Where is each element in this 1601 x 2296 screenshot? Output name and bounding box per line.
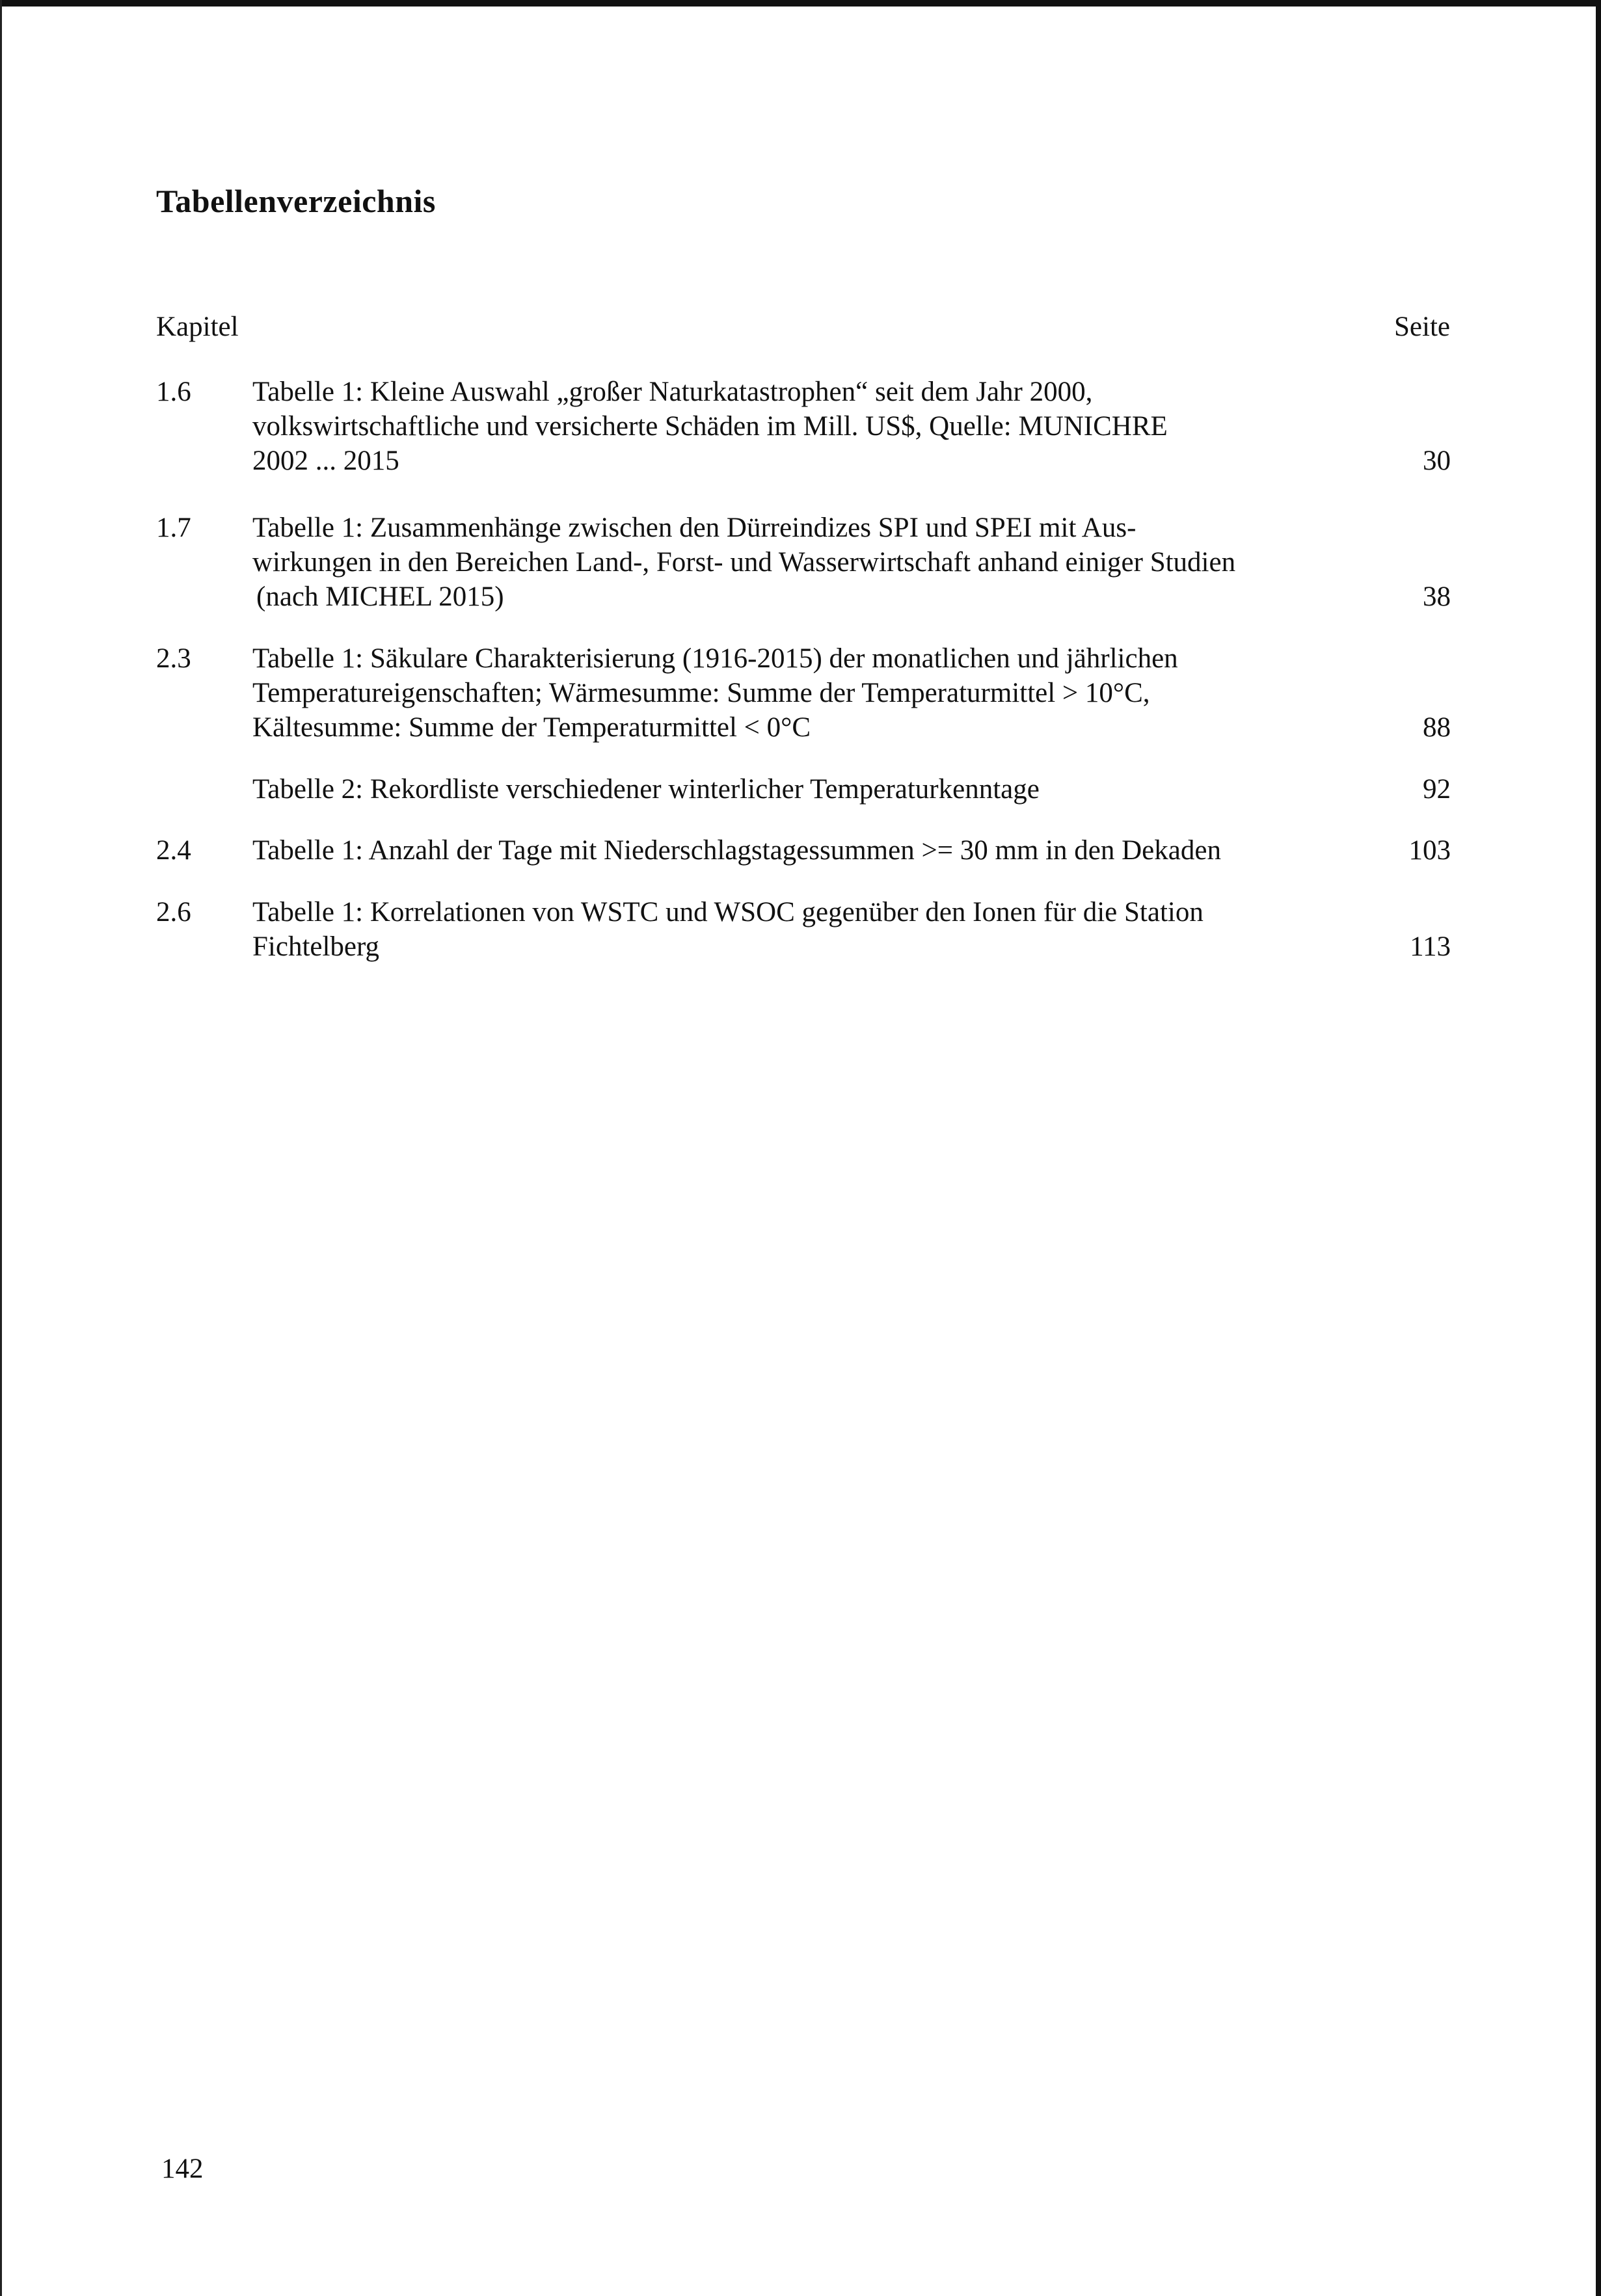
toc-text-line: Tabelle 1: Anzahl der Tage mit Niederschlagstagessummen >= 30 mm in den Dekaden [252, 835, 1221, 866]
toc-page-number: 88 [1423, 712, 1451, 743]
page-title: Tabellenverzeichnis [156, 183, 436, 219]
scan-edge-top [0, 0, 1601, 7]
toc-entry [156, 641, 1451, 745]
toc-text-line: Tabelle 1: Korrelationen von WSTC und WSOC gegenüber den Ionen für die Station [252, 897, 1204, 928]
page-number: 142 [161, 2154, 204, 2184]
toc-chapter-number: 2.4 [156, 835, 191, 866]
toc-text-line: wirkungen in den Bereichen Land-, Forst- und Wasserwirtschaft anhand einiger Studien [252, 547, 1236, 578]
toc-entry-text [252, 772, 1358, 807]
toc-entry-text [252, 641, 1358, 745]
toc-entry-text [252, 833, 1358, 868]
toc-entry [156, 772, 1451, 807]
toc-page-number: 103 [1408, 835, 1451, 866]
toc-page-number: 113 [1410, 931, 1451, 962]
toc-page-number: 30 [1423, 446, 1451, 476]
toc-chapter-number: 1.6 [156, 377, 191, 407]
scan-edge-right [1596, 0, 1601, 2296]
toc-text-line: 2002 ... 2015 [252, 446, 399, 476]
toc-page-number: 38 [1423, 581, 1451, 612]
toc-text-line: Tabelle 1: Kleine Auswahl „großer Naturkatastrophen“ seit dem Jahr 2000, [252, 377, 1093, 407]
toc-text-line: volkswirtschaftliche und versicherte Schäden im Mill. US$, Quelle: MUNICHRE [252, 411, 1168, 442]
toc-text-line: Fichtelberg [252, 931, 380, 962]
toc-entry-text [252, 511, 1358, 614]
toc-text-line: Tabelle 1: Zusammenhänge zwischen den Dürreindizes SPI und SPEI mit Aus- [252, 513, 1137, 543]
toc-chapter-number: 2.3 [156, 643, 191, 674]
toc-chapter-number: 1.7 [156, 513, 191, 543]
toc-text-line: Tabelle 1: Säkulare Charakterisierung (1916-2015) der monatlichen und jährlichen [252, 643, 1178, 674]
scan-edge-left [0, 0, 2, 2296]
toc-entry-text [252, 895, 1358, 964]
toc-text-line: (nach MICHEL 2015) [256, 581, 504, 612]
column-header-page: Seite [1394, 312, 1450, 342]
column-header-chapter: Kapitel [156, 312, 239, 342]
toc-text-line: Kältesumme: Summe der Temperaturmittel < 0°C [252, 712, 811, 743]
toc-entry [156, 895, 1451, 964]
toc-entry [156, 833, 1451, 868]
toc-page-number: 92 [1423, 774, 1451, 805]
toc-text-line: Tabelle 2: Rekordliste verschiedener winterlicher Temperaturkenntage [252, 774, 1040, 805]
toc-entry-text [252, 375, 1358, 478]
toc-chapter-number: 2.6 [156, 897, 191, 928]
toc-entry [156, 511, 1451, 614]
toc-entry [156, 375, 1451, 478]
toc-text-line: Temperatureigenschaften; Wärmesumme: Summe der Temperaturmittel > 10°C, [252, 678, 1150, 708]
